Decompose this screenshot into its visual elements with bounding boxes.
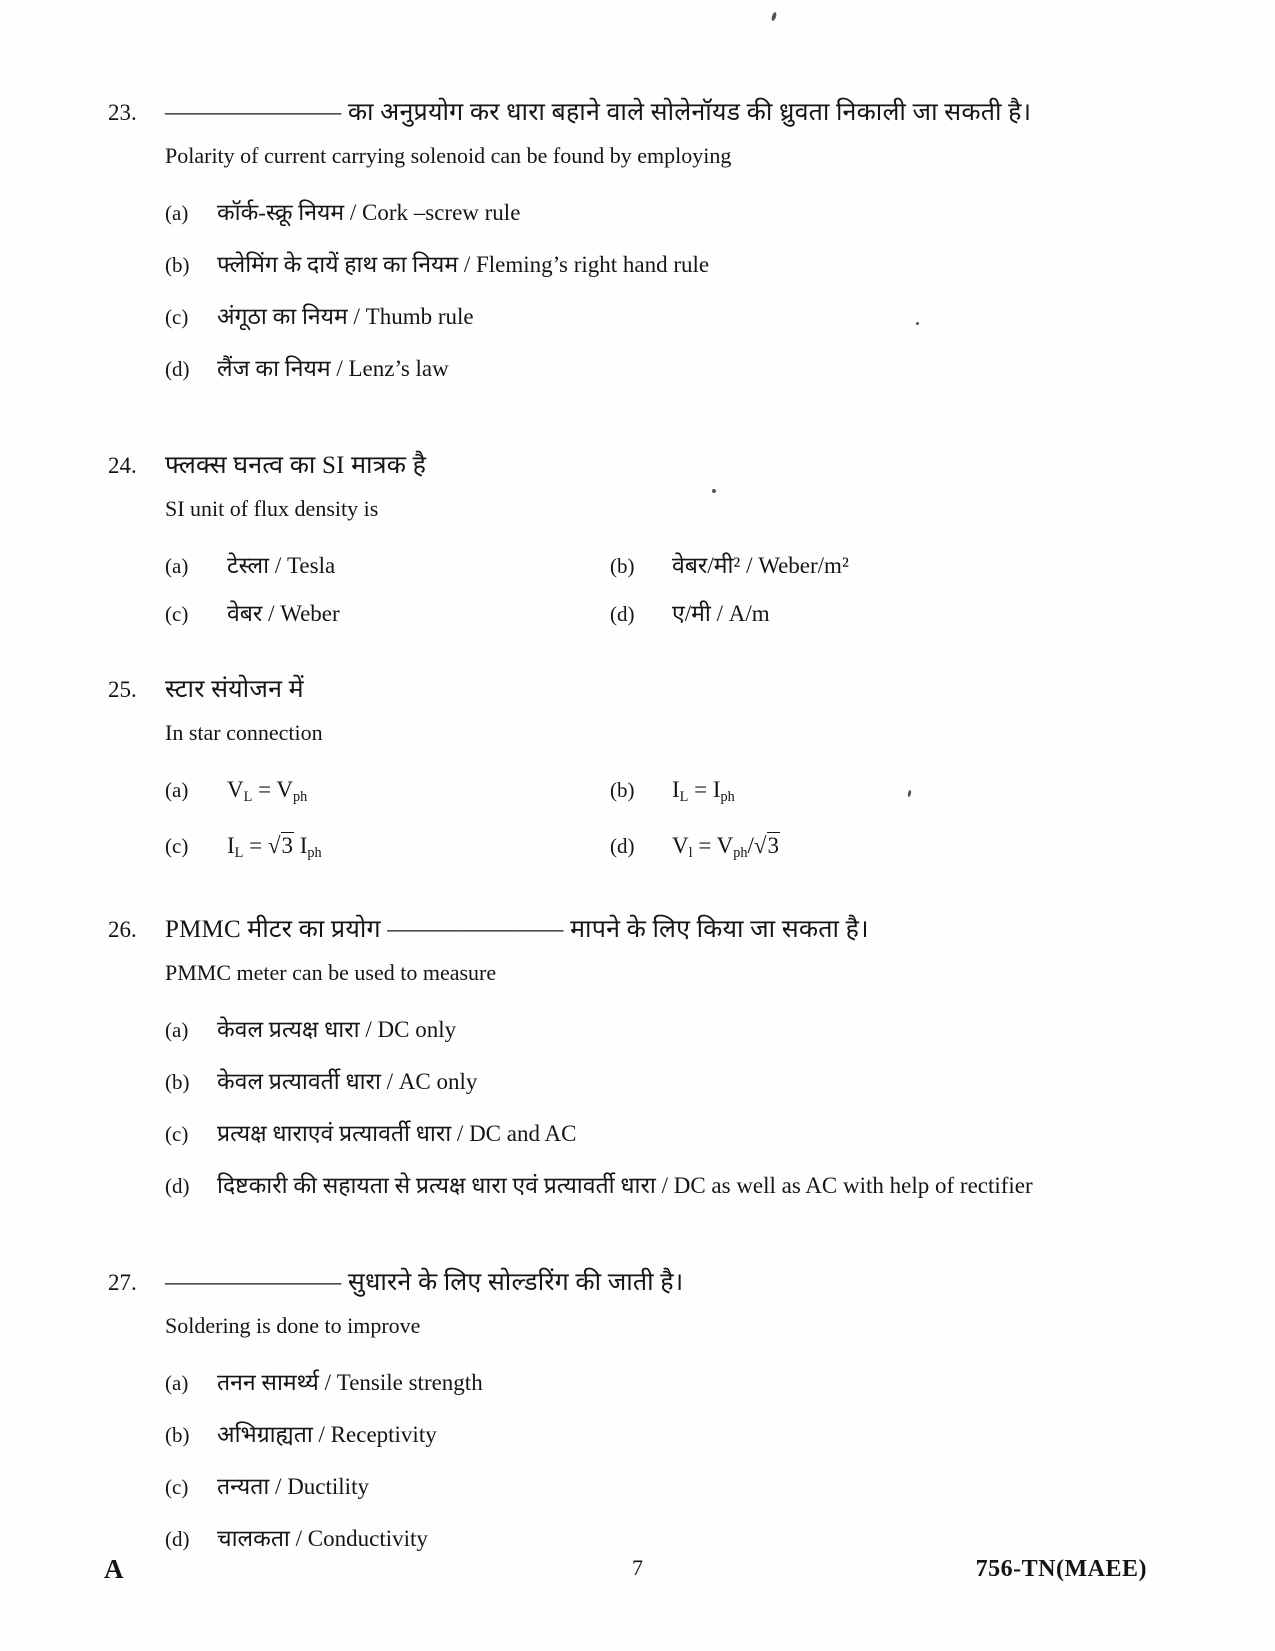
option-text: अभिग्राह्यता / Receptivity bbox=[217, 1421, 437, 1447]
question-23 bbox=[108, 96, 1165, 405]
option-text: अंगूठा का नियम / Thumb rule bbox=[217, 304, 474, 329]
option-label: (a) bbox=[165, 554, 189, 578]
question-text-hindi: PMMC मीटर का प्रयोग ——————— मापने के लिए किया जा सकता है। bbox=[165, 915, 869, 943]
question-number: 23. bbox=[108, 100, 137, 125]
option-row-b bbox=[165, 1066, 1165, 1097]
question-text-hindi: ——————— सुधारने के लिए सोल्डरिंग की जाती है। bbox=[165, 1268, 684, 1296]
option-row-c bbox=[165, 301, 1165, 332]
option-row-a bbox=[165, 1014, 1165, 1045]
options-list bbox=[165, 197, 1165, 384]
question-number: 25. bbox=[108, 677, 137, 702]
option-text: चालकता / Conductivity bbox=[217, 1525, 428, 1551]
question-text-hindi: ——————— का अनुप्रयोग कर धारा बहाने वाले सोलेनॉयड की ध्रुवता निकाली जा सकती है। bbox=[165, 99, 1032, 126]
option-label: (a) bbox=[165, 201, 189, 225]
option-text: वेबर/मी² / Weber/m² bbox=[672, 553, 849, 578]
option-text: कॉर्क-स्क्रू नियम / Cork –screw rule bbox=[217, 200, 521, 225]
option-row-d bbox=[165, 1170, 1165, 1201]
option-label: (b) bbox=[165, 1422, 190, 1447]
option-row-c bbox=[165, 830, 610, 869]
option-text: केवल प्रत्यक्ष धारा / DC only bbox=[217, 1016, 457, 1042]
options-list bbox=[165, 1367, 1165, 1554]
option-row-a bbox=[165, 1367, 1165, 1398]
option-row-c bbox=[165, 1471, 1165, 1502]
option-row-a bbox=[165, 197, 1165, 228]
booklet-set-code: A bbox=[104, 1554, 124, 1584]
option-row-b bbox=[610, 550, 1165, 581]
option-row-a bbox=[165, 774, 610, 813]
option-label: (c) bbox=[165, 1474, 189, 1499]
option-label: (a) bbox=[165, 1370, 189, 1395]
option-text: केवल प्रत्यावर्ती धारा / AC only bbox=[217, 1068, 478, 1094]
option-label: (d) bbox=[610, 602, 635, 626]
question-number: 24. bbox=[108, 453, 137, 478]
option-text: प्रत्यक्ष धाराएवं प्रत्यावर्ती धारा / DC and AC bbox=[217, 1120, 577, 1146]
question-26 bbox=[108, 913, 1165, 1222]
option-formula: $I_L = I_{ph}$ bbox=[672, 777, 735, 805]
options-list bbox=[165, 1014, 1165, 1201]
option-text: तन्यता / Ductility bbox=[217, 1473, 369, 1499]
option-label: (d) bbox=[165, 357, 190, 381]
option-label: (c) bbox=[165, 1121, 189, 1146]
option-text: दिष्टकारी की सहायता से प्रत्यक्ष धारा एवं प्रत्यावर्ती धारा / DC as well as AC with help of rectifier bbox=[217, 1172, 1033, 1198]
option-row-d bbox=[610, 598, 1165, 629]
options-grid bbox=[165, 774, 1165, 869]
option-row-d bbox=[165, 353, 1165, 384]
option-row-b bbox=[610, 774, 1165, 813]
scan-speck bbox=[916, 322, 919, 325]
options-grid bbox=[165, 550, 1165, 629]
option-row-a bbox=[165, 550, 610, 581]
question-text-english: In star connection bbox=[165, 720, 323, 745]
question-text-hindi: फ्लक्स घनत्व का SI मात्रक है bbox=[165, 452, 427, 479]
option-label: (a) bbox=[165, 1017, 189, 1042]
option-text: फ्लेमिंग के दायें हाथ का नियम / Fleming’s right hand rule bbox=[217, 252, 710, 277]
scan-speck bbox=[712, 489, 716, 493]
option-formula: $I_L = √3$ $I_{ph}$ bbox=[227, 832, 322, 861]
option-row-c bbox=[165, 1118, 1165, 1149]
page-number: 7 bbox=[632, 1555, 643, 1580]
option-label: (b) bbox=[165, 1069, 190, 1094]
option-text: वेबर / Weber bbox=[227, 601, 340, 626]
question-text-english: PMMC meter can be used to measure bbox=[165, 959, 497, 985]
option-text: टेस्ला / Tesla bbox=[227, 553, 336, 578]
question-27 bbox=[108, 1266, 1165, 1575]
option-label: (b) bbox=[165, 253, 190, 277]
option-row-d bbox=[610, 830, 1165, 869]
option-formula: $V_l = V_{ph}/√3$ bbox=[672, 832, 780, 861]
question-number: 26. bbox=[108, 916, 137, 942]
option-text: तनन सामर्थ्य / Tensile strength bbox=[217, 1369, 483, 1395]
question-24 bbox=[108, 449, 1165, 629]
question-text-english: Soldering is done to improve bbox=[165, 1312, 421, 1338]
option-label: (d) bbox=[165, 1173, 190, 1198]
option-label: (c) bbox=[165, 602, 189, 626]
option-row-d bbox=[165, 1523, 1165, 1554]
question-text-english: Polarity of current carrying solenoid can be found by employing bbox=[165, 143, 732, 168]
option-label: (a) bbox=[165, 778, 189, 802]
question-text-english: SI unit of flux density is bbox=[165, 496, 379, 521]
option-text: ए/मी / A/m bbox=[672, 601, 770, 626]
option-label: (d) bbox=[610, 833, 635, 858]
option-label: (c) bbox=[165, 833, 189, 858]
option-label: (b) bbox=[610, 554, 635, 578]
question-text-hindi: स्टार संयोजन में bbox=[165, 676, 304, 703]
question-25 bbox=[108, 673, 1165, 869]
option-text: लैंज का नियम / Lenz’s law bbox=[217, 356, 449, 381]
question-number: 27. bbox=[108, 1269, 137, 1295]
option-row-c bbox=[165, 598, 610, 629]
option-label: (b) bbox=[610, 778, 635, 802]
option-row-b bbox=[165, 249, 1165, 280]
option-formula: $V_L = V_{ph}$ bbox=[227, 777, 308, 805]
option-row-b bbox=[165, 1419, 1165, 1450]
option-label: (d) bbox=[165, 1526, 190, 1551]
option-label: (c) bbox=[165, 305, 189, 329]
paper-code: 756-TN(MAEE) bbox=[975, 1556, 1147, 1582]
